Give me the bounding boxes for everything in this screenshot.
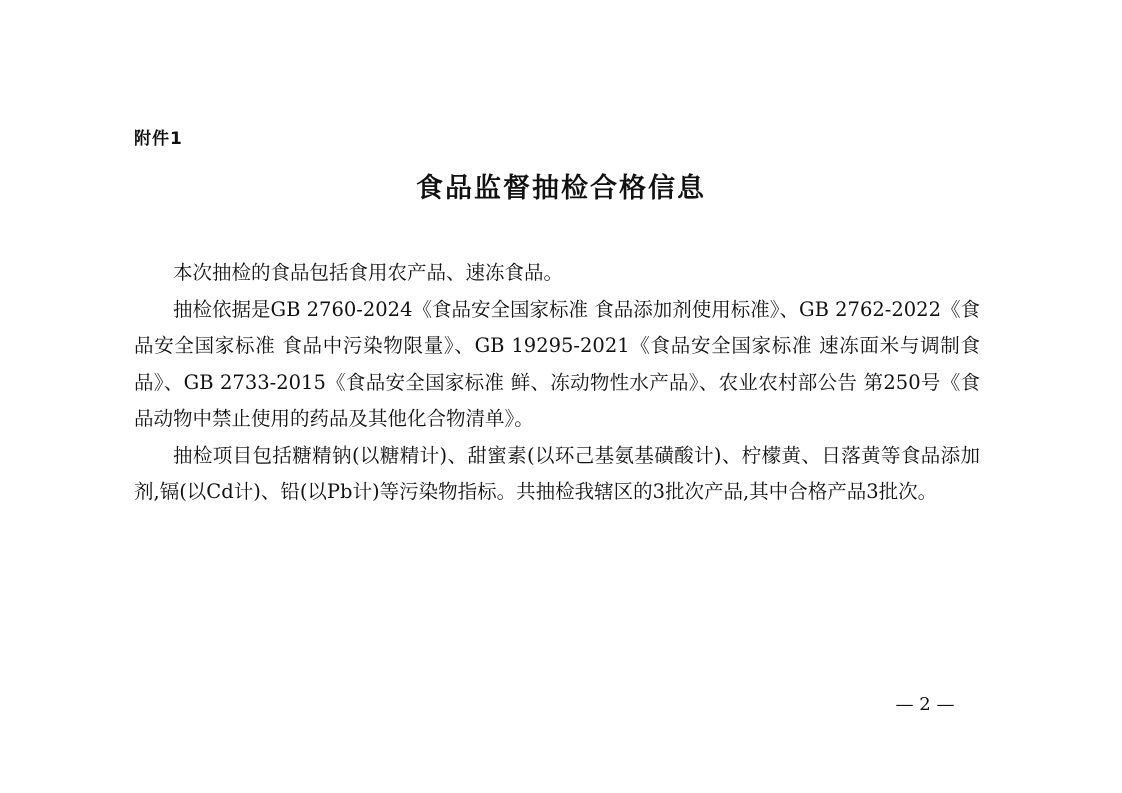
- attachment-label: 附件1: [134, 129, 183, 149]
- document-title: 食品监督抽检合格信息: [416, 173, 706, 204]
- intro-paragraph: 本次抽检的食品包括食用农产品、速冻食品。: [173, 261, 564, 284]
- basis-paragraph: 抽检依据是GB 2760-2024《食品安全国家标准 食品添加剂使用标准》、GB 2762-2022《食品安全国家标准 食品中污染物限量》、GB 19295-2021《食品安全国家标准 速冻面米与调制食品》、GB 2733-2015《食品安全国家标准 鲜、冻动物性水产品》、农业农村部公告 第250号《食品动物中禁止使用的药品及其他化合物清单》。: [134, 297, 980, 430]
- document-body: [134, 255, 980, 511]
- items-paragraph: 抽检项目包括糖精钠(以糖精计)、甜蜜素(以环己基氨基磺酸计)、柠檬黄、日落黄等食品添加剂,镉(以Cd计)、铅(以Pb计)等污染物指标。共抽检我辖区的3批次产品,其中合格产品3批次。: [134, 443, 980, 503]
- page-number: — 2 —: [895, 694, 955, 715]
